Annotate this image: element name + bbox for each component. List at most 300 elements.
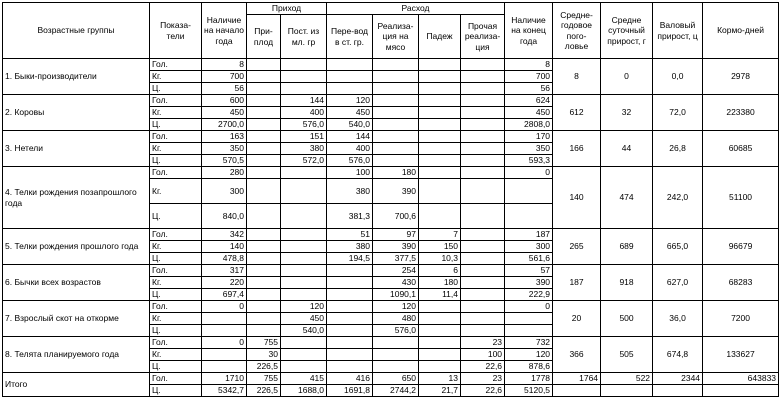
- cell-trans: 381,3: [327, 204, 373, 229]
- cell-other: [461, 59, 505, 71]
- cell-other: [461, 241, 505, 253]
- cell-other: [461, 229, 505, 241]
- cell-young: 380: [281, 143, 327, 155]
- cell-avg-head: 612: [553, 95, 601, 131]
- cell-young: 151: [281, 131, 327, 143]
- cell-avg-gain: 500: [601, 301, 653, 337]
- indicator-cell: Ц.: [150, 361, 202, 373]
- cell-young: [281, 167, 327, 179]
- cell-avg-head: [553, 385, 601, 397]
- indicator-cell: Кг.: [150, 349, 202, 361]
- cell-end: [505, 313, 553, 325]
- cell-avg-gain: 505: [601, 337, 653, 373]
- cell-gross-gain: [653, 385, 703, 397]
- cell-trans: 400: [327, 143, 373, 155]
- cell-other: 23: [461, 373, 505, 385]
- cell-start: 697,4: [202, 289, 247, 301]
- cell-start: 5342,7: [202, 385, 247, 397]
- cell-end: 0: [505, 167, 553, 179]
- cell-young: [281, 265, 327, 277]
- cell-meat: 97: [373, 229, 419, 241]
- cell-avg-head: 187: [553, 265, 601, 301]
- indicator-cell: Ц.: [150, 325, 202, 337]
- cell-meat: 650: [373, 373, 419, 385]
- cell-birth: [247, 229, 281, 241]
- group-name: 2. Коровы: [3, 95, 150, 131]
- cell-trans: [327, 59, 373, 71]
- cell-young: [281, 229, 327, 241]
- cell-other: [461, 107, 505, 119]
- cell-feed-days: 223380: [703, 95, 779, 131]
- header-gross-gain: Валовый прирост, ц: [653, 3, 703, 59]
- cell-end: 187: [505, 229, 553, 241]
- cell-young: 400: [281, 107, 327, 119]
- cell-avg-gain: 44: [601, 131, 653, 167]
- cell-death: 150: [419, 241, 461, 253]
- cell-avg-head: 166: [553, 131, 601, 167]
- cell-end: 593,3: [505, 155, 553, 167]
- cell-other: [461, 301, 505, 313]
- cell-trans: [327, 289, 373, 301]
- cell-end: 2808,0: [505, 119, 553, 131]
- cell-young: [281, 59, 327, 71]
- cell-start: 600: [202, 95, 247, 107]
- cell-start: 56: [202, 83, 247, 95]
- cell-death: [419, 155, 461, 167]
- cell-young: 576,0: [281, 119, 327, 131]
- cell-meat: [373, 143, 419, 155]
- cell-start: [202, 361, 247, 373]
- cell-birth: [247, 301, 281, 313]
- cell-young: 572,0: [281, 155, 327, 167]
- cell-death: [419, 119, 461, 131]
- cell-start: 300: [202, 179, 247, 204]
- cell-young: [281, 289, 327, 301]
- cell-end: 450: [505, 107, 553, 119]
- cell-trans: 450: [327, 107, 373, 119]
- cell-end: [505, 325, 553, 337]
- cell-gross-gain: 665,0: [653, 229, 703, 265]
- cell-birth: [247, 241, 281, 253]
- cell-young: [281, 361, 327, 373]
- cell-other: [461, 179, 505, 204]
- group-name: 3. Нетели: [3, 131, 150, 167]
- cell-feed-days: 51100: [703, 167, 779, 229]
- cell-start: 220: [202, 277, 247, 289]
- cell-young: [281, 204, 327, 229]
- total-row: [3, 373, 779, 385]
- cell-start: [202, 325, 247, 337]
- table-row: [3, 59, 779, 71]
- cell-gross-gain: 72,0: [653, 95, 703, 131]
- header-exp-transfer: Пере-вод в ст. гр.: [327, 15, 373, 59]
- cell-trans: 120: [327, 95, 373, 107]
- cell-avg-gain: 32: [601, 95, 653, 131]
- cell-avg-gain: [601, 385, 653, 397]
- cell-start: 317: [202, 265, 247, 277]
- cell-feed-days: [703, 385, 779, 397]
- cell-meat: [373, 71, 419, 83]
- cell-meat: 700,6: [373, 204, 419, 229]
- cell-other: [461, 277, 505, 289]
- cell-young: [281, 337, 327, 349]
- cell-trans: [327, 265, 373, 277]
- cell-feed-days: 133627: [703, 337, 779, 373]
- cell-meat: [373, 337, 419, 349]
- cell-trans: [327, 71, 373, 83]
- cell-young: 120: [281, 301, 327, 313]
- cell-gross-gain: 242,0: [653, 167, 703, 229]
- cell-meat: 180: [373, 167, 419, 179]
- cell-start: 140: [202, 241, 247, 253]
- cell-gross-gain: 627,0: [653, 265, 703, 301]
- total-label: Итого: [3, 373, 150, 397]
- cell-birth: [247, 155, 281, 167]
- cell-trans: 100: [327, 167, 373, 179]
- cell-start: 342: [202, 229, 247, 241]
- cell-meat: 1090,1: [373, 289, 419, 301]
- cell-birth: [247, 131, 281, 143]
- header-income-young: Пост. из мл. гр: [281, 15, 327, 59]
- cell-death: [419, 143, 461, 155]
- cell-young: [281, 71, 327, 83]
- cell-feed-days: 2978: [703, 59, 779, 95]
- indicator-cell: Гол.: [150, 373, 202, 385]
- cell-start: [202, 349, 247, 361]
- cell-birth: 226,5: [247, 385, 281, 397]
- cell-meat: [373, 361, 419, 373]
- cell-start: 350: [202, 143, 247, 155]
- cell-feed-days: 7200: [703, 301, 779, 337]
- cell-young: 144: [281, 95, 327, 107]
- cell-young: [281, 241, 327, 253]
- cell-end: 170: [505, 131, 553, 143]
- cell-start: 8: [202, 59, 247, 71]
- cell-young: [281, 349, 327, 361]
- indicator-cell: Кг.: [150, 143, 202, 155]
- cell-death: 7: [419, 229, 461, 241]
- cell-birth: [247, 204, 281, 229]
- cell-start: 163: [202, 131, 247, 143]
- table-row: [3, 131, 779, 143]
- group-name: 6. Бычки всех возрастов: [3, 265, 150, 301]
- cell-end: 390: [505, 277, 553, 289]
- cell-birth: [247, 167, 281, 179]
- indicator-cell: Кг.: [150, 71, 202, 83]
- cell-death: [419, 349, 461, 361]
- cell-birth: [247, 313, 281, 325]
- cell-avg-head: 1764: [553, 373, 601, 385]
- cell-meat: 480: [373, 313, 419, 325]
- header-feed-days: Кормо-дней: [703, 3, 779, 59]
- indicator-cell: Кг.: [150, 241, 202, 253]
- header-expense: Расход: [327, 3, 505, 15]
- header-income-birth: При-плод: [247, 15, 281, 59]
- cell-avg-head: 8: [553, 59, 601, 95]
- cell-birth: [247, 265, 281, 277]
- cell-young: [281, 179, 327, 204]
- cell-other: [461, 71, 505, 83]
- cell-end: [505, 179, 553, 204]
- indicator-cell: Кг.: [150, 277, 202, 289]
- cell-start: 1710: [202, 373, 247, 385]
- cell-death: 180: [419, 277, 461, 289]
- cell-other: [461, 83, 505, 95]
- indicator-cell: Кг.: [150, 313, 202, 325]
- cell-trans: 194,5: [327, 253, 373, 265]
- header-exp-meat: Реализа-ция на мясо: [373, 15, 419, 59]
- cell-avg-gain: 0: [601, 59, 653, 95]
- cell-avg-gain: 474: [601, 167, 653, 229]
- cell-birth: [247, 119, 281, 131]
- cell-feed-days: 643833: [703, 373, 779, 385]
- cell-start: 0: [202, 301, 247, 313]
- cell-other: 22,6: [461, 361, 505, 373]
- cell-other: [461, 204, 505, 229]
- cell-birth: [247, 59, 281, 71]
- cell-birth: [247, 107, 281, 119]
- cell-trans: [327, 325, 373, 337]
- cell-young: 540,0: [281, 325, 327, 337]
- cell-meat: [373, 119, 419, 131]
- cell-end: [505, 204, 553, 229]
- cell-avg-gain: 522: [601, 373, 653, 385]
- cell-end: 57: [505, 265, 553, 277]
- cell-trans: [327, 301, 373, 313]
- cell-death: [419, 179, 461, 204]
- table-row: [3, 229, 779, 241]
- cell-birth: 226,5: [247, 361, 281, 373]
- cell-end: 8: [505, 59, 553, 71]
- header-indicator: Показа-тели: [150, 3, 202, 59]
- cell-other: [461, 325, 505, 337]
- cell-trans: [327, 349, 373, 361]
- cell-end: 700: [505, 71, 553, 83]
- cell-gross-gain: 26,8: [653, 131, 703, 167]
- cell-gross-gain: 0,0: [653, 59, 703, 95]
- table-row: [3, 167, 779, 179]
- table-row: [3, 337, 779, 349]
- cell-trans: 540,0: [327, 119, 373, 131]
- cell-other: [461, 167, 505, 179]
- indicator-cell: Ц.: [150, 83, 202, 95]
- cell-trans: 576,0: [327, 155, 373, 167]
- header-avg-gain: Средне суточный прирост, г: [601, 3, 653, 59]
- indicator-cell: Гол.: [150, 301, 202, 313]
- group-name: 1. Быки-производители: [3, 59, 150, 95]
- indicator-cell: Ц.: [150, 204, 202, 229]
- cell-end: 222,9: [505, 289, 553, 301]
- cell-other: [461, 155, 505, 167]
- cell-avg-head: 20: [553, 301, 601, 337]
- cell-meat: [373, 107, 419, 119]
- cell-end: 56: [505, 83, 553, 95]
- indicator-cell: Кг.: [150, 179, 202, 204]
- cell-other: 23: [461, 337, 505, 349]
- cell-birth: 755: [247, 373, 281, 385]
- cell-death: [419, 337, 461, 349]
- indicator-cell: Ц.: [150, 155, 202, 167]
- indicator-cell: Гол.: [150, 167, 202, 179]
- cell-young: 415: [281, 373, 327, 385]
- cell-young: [281, 253, 327, 265]
- cell-death: [419, 107, 461, 119]
- cell-death: [419, 59, 461, 71]
- indicator-cell: Гол.: [150, 95, 202, 107]
- cell-death: [419, 167, 461, 179]
- indicator-cell: Ц.: [150, 289, 202, 301]
- cell-feed-days: 96679: [703, 229, 779, 265]
- cell-end: 878,6: [505, 361, 553, 373]
- header-exp-death: Падеж: [419, 15, 461, 59]
- cell-death: [419, 95, 461, 107]
- cell-trans: 51: [327, 229, 373, 241]
- cell-end: 300: [505, 241, 553, 253]
- cell-other: 100: [461, 349, 505, 361]
- cell-end: 1778: [505, 373, 553, 385]
- cell-trans: [327, 337, 373, 349]
- cell-birth: [247, 95, 281, 107]
- cell-avg-gain: 918: [601, 265, 653, 301]
- cell-trans: [327, 277, 373, 289]
- cell-end: 561,6: [505, 253, 553, 265]
- cell-other: [461, 265, 505, 277]
- cell-end: 0: [505, 301, 553, 313]
- cell-death: [419, 301, 461, 313]
- cell-start: [202, 313, 247, 325]
- cell-other: [461, 313, 505, 325]
- indicator-cell: Ц.: [150, 385, 202, 397]
- cell-end: 120: [505, 349, 553, 361]
- cell-meat: 430: [373, 277, 419, 289]
- cell-avg-head: 140: [553, 167, 601, 229]
- cell-young: [281, 277, 327, 289]
- cell-meat: 390: [373, 179, 419, 204]
- cell-birth: [247, 179, 281, 204]
- indicator-cell: Гол.: [150, 131, 202, 143]
- cell-meat: 390: [373, 241, 419, 253]
- indicator-cell: Ц.: [150, 119, 202, 131]
- cell-start: 0: [202, 337, 247, 349]
- table-row: [3, 95, 779, 107]
- indicator-cell: Кг.: [150, 107, 202, 119]
- cell-trans: [327, 83, 373, 95]
- cell-death: 21,7: [419, 385, 461, 397]
- header-start: Наличие на начало года: [202, 3, 247, 59]
- cell-meat: 254: [373, 265, 419, 277]
- cell-trans: 1691,8: [327, 385, 373, 397]
- cell-trans: [327, 361, 373, 373]
- cell-birth: [247, 277, 281, 289]
- group-name: 5. Телки рождения прошлого года: [3, 229, 150, 265]
- header-avg-head: Средне-годовое пого-ловье: [553, 3, 601, 59]
- cell-birth: [247, 83, 281, 95]
- group-name: 4. Телки рождения позапрошлого года: [3, 167, 150, 229]
- cell-end: 350: [505, 143, 553, 155]
- cell-meat: 576,0: [373, 325, 419, 337]
- cell-meat: [373, 59, 419, 71]
- indicator-cell: Ц.: [150, 253, 202, 265]
- cell-start: 478,8: [202, 253, 247, 265]
- cell-death: 10,3: [419, 253, 461, 265]
- indicator-cell: Гол.: [150, 265, 202, 277]
- cell-other: [461, 131, 505, 143]
- indicator-cell: Гол.: [150, 337, 202, 349]
- cell-death: [419, 313, 461, 325]
- cell-trans: 380: [327, 241, 373, 253]
- cell-death: [419, 204, 461, 229]
- cell-gross-gain: 36,0: [653, 301, 703, 337]
- group-name: 7. Взрослый скот на откорме: [3, 301, 150, 337]
- cell-feed-days: 60685: [703, 131, 779, 167]
- cell-start: 700: [202, 71, 247, 83]
- cell-meat: 120: [373, 301, 419, 313]
- cell-avg-gain: 689: [601, 229, 653, 265]
- cell-end: 5120,5: [505, 385, 553, 397]
- header-end: Наличие на конец года: [505, 3, 553, 59]
- cell-meat: [373, 349, 419, 361]
- cell-start: 570,5: [202, 155, 247, 167]
- cell-end: 624: [505, 95, 553, 107]
- cell-death: 6: [419, 265, 461, 277]
- table-row: [3, 301, 779, 313]
- indicator-cell: Гол.: [150, 59, 202, 71]
- cell-young: 1688,0: [281, 385, 327, 397]
- table-body: [3, 59, 779, 397]
- cell-death: [419, 71, 461, 83]
- cell-death: 13: [419, 373, 461, 385]
- cell-start: 280: [202, 167, 247, 179]
- table-row: [3, 265, 779, 277]
- cell-start: 2700,0: [202, 119, 247, 131]
- cell-birth: [247, 71, 281, 83]
- cell-young: [281, 83, 327, 95]
- cell-birth: 755: [247, 337, 281, 349]
- cell-birth: [247, 253, 281, 265]
- cell-end: 732: [505, 337, 553, 349]
- cell-gross-gain: 2344: [653, 373, 703, 385]
- cell-death: [419, 83, 461, 95]
- cell-meat: [373, 95, 419, 107]
- cell-trans: 380: [327, 179, 373, 204]
- cell-other: [461, 143, 505, 155]
- livestock-turnover-table: [2, 2, 779, 397]
- group-name: 8. Телята планируемого года: [3, 337, 150, 373]
- cell-meat: [373, 155, 419, 167]
- cell-avg-head: 265: [553, 229, 601, 265]
- cell-other: [461, 119, 505, 131]
- header-group: Возрастные группы: [3, 3, 150, 59]
- cell-birth: [247, 325, 281, 337]
- cell-start: 450: [202, 107, 247, 119]
- cell-trans: 416: [327, 373, 373, 385]
- cell-birth: [247, 143, 281, 155]
- cell-meat: [373, 83, 419, 95]
- cell-other: [461, 95, 505, 107]
- header-exp-other: Прочая реализа-ция: [461, 15, 505, 59]
- indicator-cell: Гол.: [150, 229, 202, 241]
- cell-other: [461, 289, 505, 301]
- cell-birth: 30: [247, 349, 281, 361]
- header-income: Приход: [247, 3, 327, 15]
- cell-other: 22,6: [461, 385, 505, 397]
- cell-death: 11,4: [419, 289, 461, 301]
- cell-death: [419, 131, 461, 143]
- cell-death: [419, 325, 461, 337]
- cell-birth: [247, 289, 281, 301]
- cell-trans: [327, 313, 373, 325]
- cell-meat: 377,5: [373, 253, 419, 265]
